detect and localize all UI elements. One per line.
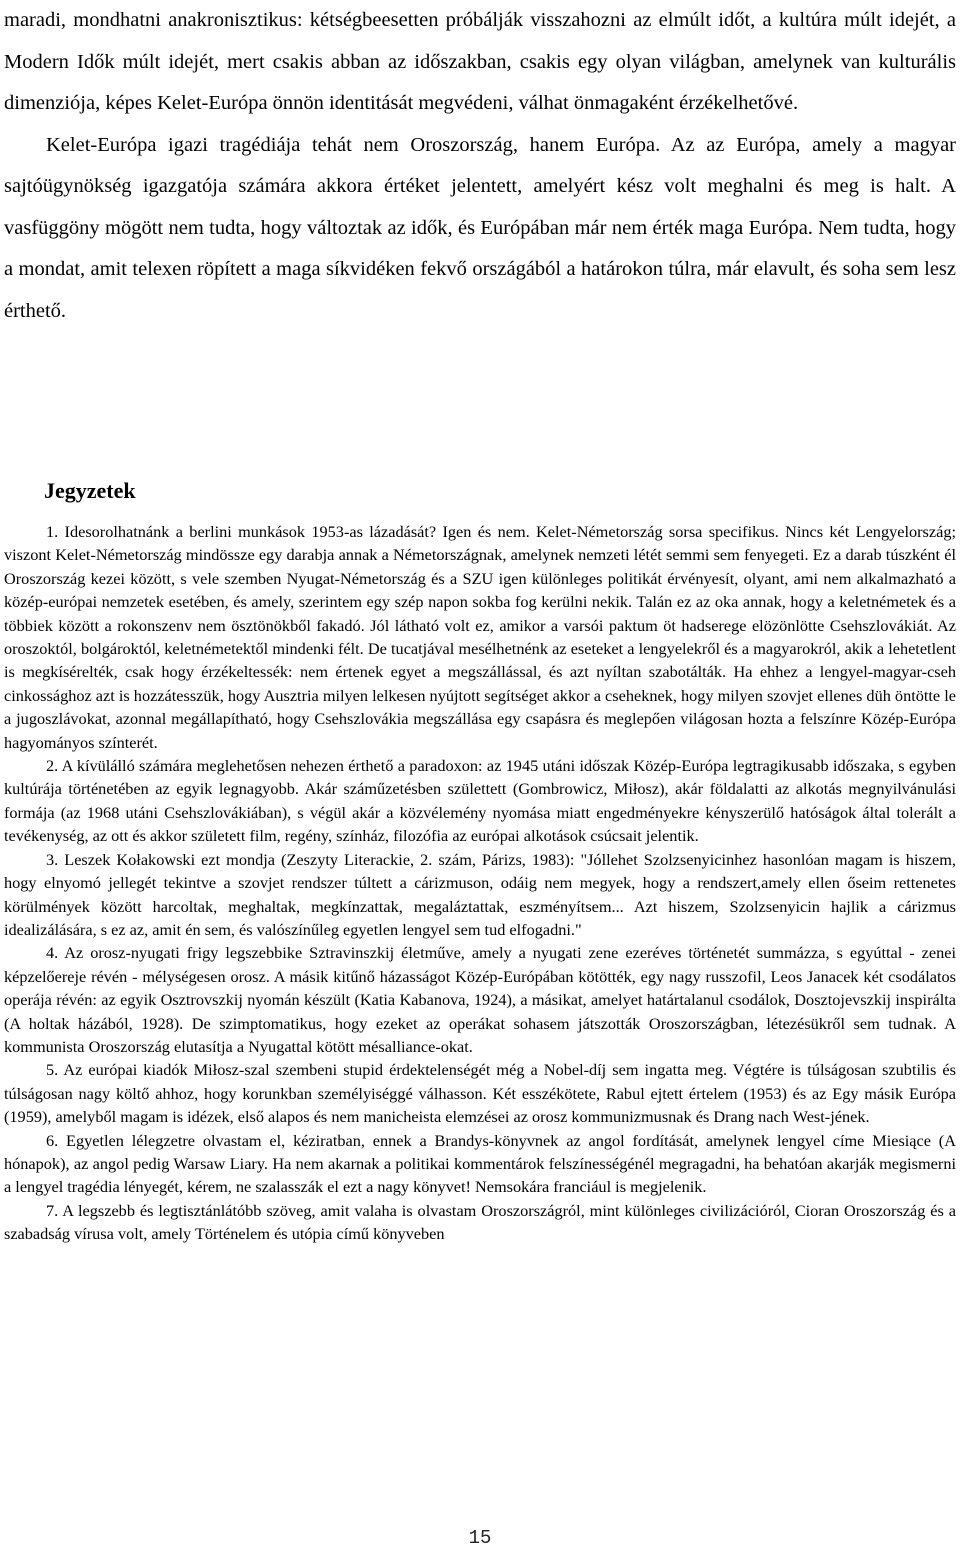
paragraph-2: Kelet-Európa igazi tragédiája tehát nem Oroszország, hanem Európa. Az az Európa, amely a magyar sajtóügynökség igazgatója számára akkora értéket jelentett, amelyért kész volt meghalni és meg is halt. A vasfüggöny mögött nem tudta, hogy változtak az idők, és Európában már nem érték maga Európa. Nem tudta, hogy a mondat, amit telexen röpített a maga síkvidéken fekvő országából a határokon túlra, már elavult, és soha sem lesz érthető. <box>4 133 956 322</box>
note-4: 4. Az orosz-nyugati frigy legszebbike Sztravinszkij életműve, amely a nyugati zene ezeréves történetét summázza, s egyúttal - zenei képzelőereje révén - mélységesen orosz. A másik kitűnő házasságot Közép-Európában kötötték, egy nagy russzofil, Leos Janacek két csodálatos operája révén: az egyik Osztrovszkij nyomán készült (Katia Kabanova, 1924), a másikat, amelyet határtalanul csodálok, Dosztojevszkij inspirálta (A holtak házából, 1928). De szimptomatikus, hogy ezeket az operákat sohasem játszották Oroszországban, létezésükről sem tudnak. A kommunista Oroszország elutasítja a Nyugattal kötött mésalliance-okat. <box>4 943 956 1056</box>
paragraph-1: maradi, mondhatni anakronisztikus: kétségbeesetten próbálják visszahozni az elmúlt időt, a kultúra múlt idejét, a Modern Idők múlt idejét, mert csakis abban az időszakban, csakis egy olyan világban, amelynek van kulturális dimenziója, képes Kelet-Európa önnön identitását megvédeni, válhat önmagaként érzékelhetővé. <box>4 9 956 114</box>
notes-section <box>4 520 956 1246</box>
note-7: 7. A legszebb és legtisztánlátóbb szöveg, amit valaha is olvastam Oroszországról, mint különleges civilizációról, Cioran Oroszország és a szabadság vírusa volt, amely Történelem és utópia című könyveben <box>4 1200 956 1244</box>
main-body <box>4 0 956 332</box>
note-5: 5. Az európai kiadók Miłosz-szal szembeni stupid érdektelenségét még a Nobel-díj sem ingatta meg. Végtére is túlságosan szubtilis és túlságosan nagy költő ahhoz, hogy korunkban személyiséggé válhasson. Két esszékötete, Rabul ejtett értelem (1953) és az Egy másik Európa (1959), amelyből magam is idézek, első alapos és nem manicheista elemzései az orosz kommunizmusnak és Drang nach West-jének. <box>4 1060 956 1127</box>
notes-heading: Jegyzetek <box>44 478 136 503</box>
note-1: 1. Idesorolhatnánk a berlini munkások 1953-as lázadását? Igen és nem. Kelet-Németország sorsa specifikus. Nincs két Lengyelország; viszont Kelet-Németország mindössze egy darabja annak a Németországnak, amelynek nemzeti létét semmi sem fenyegeti. Ez a darab túszként él Oroszország kezei között, s vele szemben Nyugat-Németország és a SZU igen különleges politikát érvényesít, olyant, ami nem alkalmazható a közép-európai nemzetek esetében, és amely, szerintem egy szép napon sokba fog kerülni nekik. Talán ez az oka annak, hogy a keletnémetek és a többiek között a rokonszenv nem ösztönökből fakadó. Jól látható volt ez, amikor a varsói paktum öt hadserege elözönlötte Csehszlovákiát. Az oroszoktól, bolgároktól, keletnémetektől mindenki félt. De tucatjával mesélhetnénk az eseteket a lengyelekről és a magyarokról, akik a lehetetlent is megkísérelték, csak hogy érzékeltessék: nem értenek egyet a megszállással, és azt nyíltan szabotálták. Ha ehhez a lengyel-magyar-cseh cinkossághoz azt is hozzátesszük, hogy Ausztria milyen lelkesen nyújtott segítséget akkor a cseheknek, hogy milyen szovjet ellenes düh öntötte le a jugoszlávokat, azonnal megállapítható, hogy Csehszlovákia megszállása egy csapásra és meglepően világosan hozta a felszínre Közép-Európa hagyományos színterét. <box>4 522 956 752</box>
note-6: 6. Egyetlen lélegzetre olvastam el, kéziratban, ennek a Brandys-könyvnek az angol fordítását, amelynek lengyel címe Miesiące (A hónapok), az angol pedig Warsaw Liary. Ha nem akarnak a politikai kommentárok felszínességénél megragadni, ha behatóan akarják megismerni a lengyel tragédia lényegét, kérem, ne szalasszák el ezt a nagy könyvet! Nemsokára franciául is megjelenik. <box>4 1130 956 1197</box>
page-number: 15 <box>468 1527 492 1549</box>
document-page <box>4 0 956 332</box>
note-2: 2. A kívülálló számára meglehetősen nehezen érthető a paradoxon: az 1945 utáni időszak Közép-Európa legtragikusabb időszaka, s egyben kultúrája történetében az egyik legnagyobb. Akár száműzetésben születtett (Gombrowicz, Miłosz), akár földalatti az alkotás megnyilvánulási formája (az 1968 utáni Csehszlovákiában), s végül akár a közvélemény nyomása miatt engedményekre kényszerülő hatóságok által tolerált a tevékenység, az ott és akkor született film, regény, színház, filozófia az európai alkotások csúcsait jelentik. <box>4 756 956 846</box>
note-3: 3. Leszek Kołakowski ezt mondja (Zeszyty Literackie, 2. szám, Párizs, 1983): "Jóllehet Szolzsenyicinhez hasonlóan magam is hiszem, hogy elnyomó jellegét tekintve a szovjet rendszer túltett a cárizmuson, odáig nem megyek, hogy a rendszert,amely ellen őseim rettenetes körülmények között harcoltak, meghaltak, megkínzattak, megaláztattak, eszményítsem... Azt hiszem, Szolzsenyicin hajlik a cárizmus idealizálására, s ez az, amit én sem, és valószínűleg egyetlen lengyel sem tud elfogadni." <box>4 849 956 939</box>
